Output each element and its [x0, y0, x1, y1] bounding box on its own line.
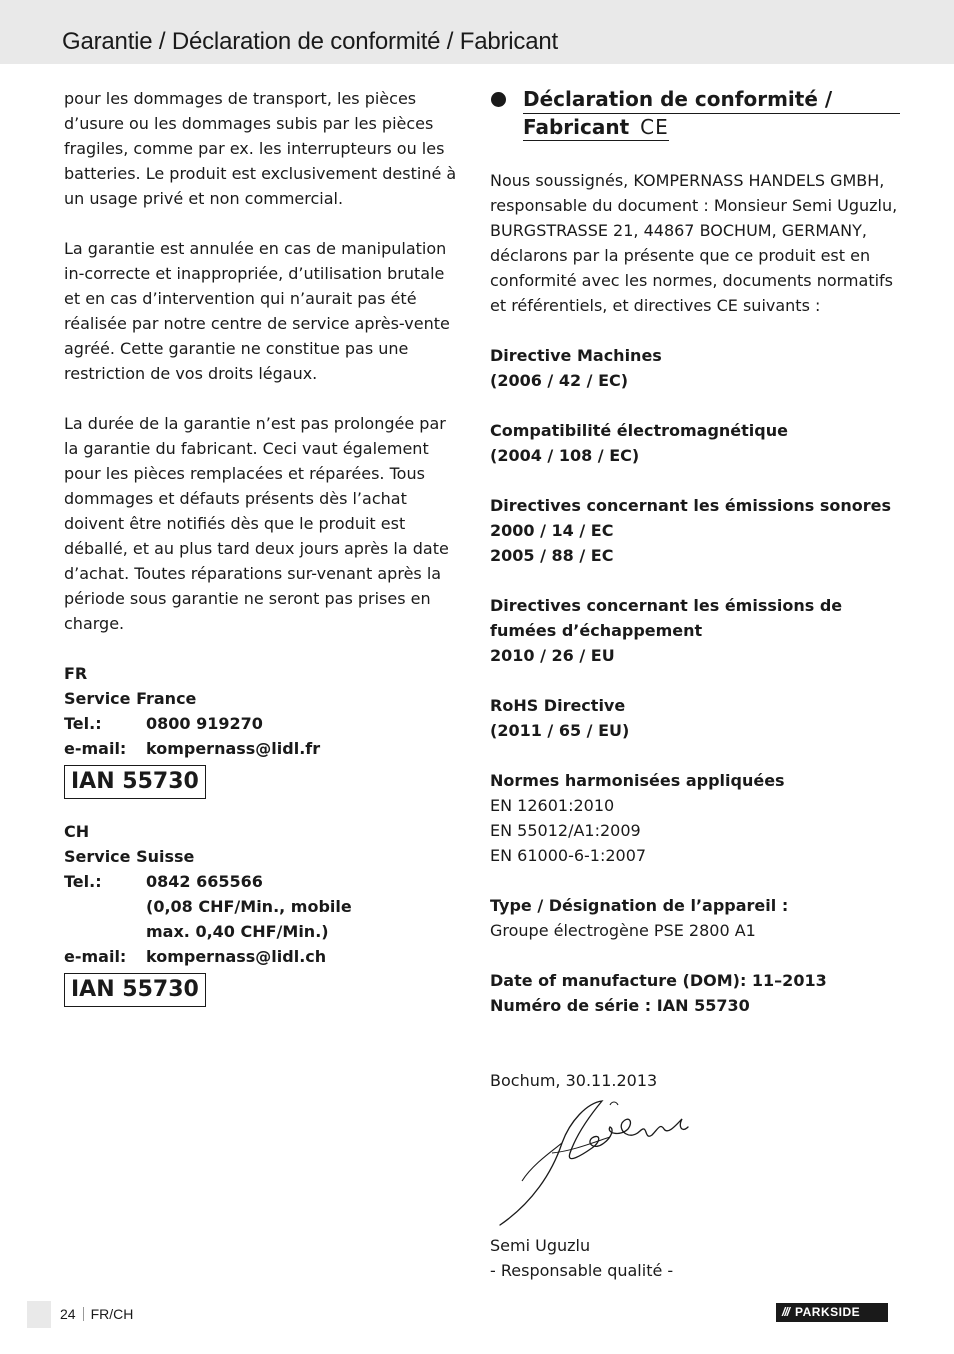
ian-box-fr: IAN 55730: [64, 765, 206, 799]
email-row-ch: [64, 944, 464, 969]
right-column: [490, 86, 900, 1283]
directive-number: 2010 / 26 / EU: [490, 646, 615, 665]
tel-label: Tel.:: [64, 872, 102, 891]
page-number: 24: [60, 1306, 76, 1322]
directive-machines: [490, 343, 900, 393]
directive-title: fumées d’échappement: [490, 621, 703, 640]
footer-page-info: [60, 1305, 133, 1323]
directive-number: (2004 / 108 / EC): [490, 446, 640, 465]
directive-number: (2006 / 42 / EC): [490, 371, 629, 390]
brand-name: PARKSIDE: [795, 1305, 861, 1319]
device-type: [490, 893, 900, 943]
manufacture-info: [490, 968, 900, 1018]
tel-number-ch-value: 0842 665566: [146, 872, 263, 891]
tel-number-ch: [146, 869, 464, 944]
warranty-paragraph-3: La durée de la garantie n’est pas prolongée par la garantie du fabricant. Ceci vaut également pour les pièces remplacées et réparées. Tous dommages et défauts présents dès l’achat doivent être notifiés dès que le produit est déballé, et au plus tard deux jours après la date d’achat. Toutes réparations sur-venant après la période sous garantie ne seront pas prises en charge.: [64, 414, 449, 633]
email-label: e-mail:: [64, 739, 127, 758]
tel-rate-note-1: (0,08 CHF/Min., mobile: [146, 897, 352, 916]
type-title: Type / Désignation de l’appareil :: [490, 896, 789, 915]
norms-title: Normes harmonisées appliquées: [490, 771, 785, 790]
directive-number: 2005 / 88 / EC: [490, 546, 614, 565]
left-column: [64, 86, 464, 1027]
norm-item: EN 61000-6-1:2007: [490, 846, 647, 865]
signer-name: Semi Uguzlu: [490, 1236, 591, 1255]
footer-page-marker: [27, 1301, 51, 1328]
bullet-icon: [491, 92, 506, 107]
directive-title: Directives concernant les émissions sonores: [490, 496, 891, 515]
ce-mark-icon: CE: [640, 115, 669, 139]
section-heading: [490, 86, 900, 140]
directive-title: Directives concernant les émissions de: [490, 596, 843, 615]
heading-line-2: Fabricant: [523, 115, 630, 139]
tel-number-fr: 0800 919270: [146, 714, 263, 733]
warranty-paragraph-1: pour les dommages de transport, les pièces d’usure ou les dommages subis par les pièces fragiles, comme par ex. les interrupteurs ou les batteries. Le produit est exclusivement destiné à un usage privé et non commercial.: [64, 89, 457, 208]
directive-number: 2000 / 14 / EC: [490, 521, 614, 540]
declaration-intro: Nous soussignés, KOMPERNASS HANDELS GMBH, responsable du document : Monsieur Semi Uguzlu, BURGSTRASSE 21, 44867 BOCHUM, GERMANY, déclarons par la présente que ce produit est en conformité avec les normes, documents normatifs et référentiels, et directives CE suivants :: [490, 171, 898, 315]
page-header: [0, 0, 954, 64]
service-france: [64, 661, 464, 819]
directive-title: Directive Machines: [490, 346, 662, 365]
warranty-paragraph-2: La garantie est annulée en cas de manipulation in-correcte et inappropriée, d’utilisation brutale et en cas d’intervention qui n’aurait pas été réalisée par notre centre de service après-vente agréé. Cette garantie ne constitue pas une restriction de vos droits légaux.: [64, 239, 450, 383]
date-of-manufacture: Date of manufacture (DOM): 11–2013: [490, 971, 827, 990]
tel-rate-note-2: max. 0,40 CHF/Min.): [146, 922, 329, 941]
signature-image: [492, 1093, 702, 1233]
email-address-ch: kompernass@lidl.ch: [146, 947, 327, 966]
ian-box-ch: IAN 55730: [64, 973, 206, 1007]
directive-rohs: [490, 693, 900, 743]
type-value: Groupe électrogène PSE 2800 A1: [490, 921, 756, 940]
service-suisse: [64, 819, 464, 1027]
country-code-ch: CH: [64, 822, 90, 841]
harmonized-norms: [490, 768, 900, 868]
service-name-ch: Service Suisse: [64, 847, 195, 866]
tel-row-fr: [64, 711, 464, 736]
page-title: Garantie / Déclaration de conformité / Fabricant: [62, 28, 558, 55]
directive-title: RoHS Directive: [490, 696, 626, 715]
directive-number: (2011 / 65 / EU): [490, 721, 630, 740]
directive-emc: [490, 418, 900, 468]
signer-role: - Responsable qualité -: [490, 1261, 674, 1280]
email-address-fr: kompernass@lidl.fr: [146, 739, 321, 758]
norm-item: EN 55012/A1:2009: [490, 821, 641, 840]
directive-noise: [490, 493, 900, 568]
heading-line-1: Déclaration de conformité /: [523, 86, 900, 114]
footer-divider: [83, 1307, 84, 1321]
parkside-logo: [776, 1303, 888, 1322]
email-label: e-mail:: [64, 947, 127, 966]
country-code-fr: FR: [64, 664, 88, 683]
directive-exhaust: [490, 593, 900, 668]
norm-item: EN 12601:2010: [490, 796, 615, 815]
email-row-fr: [64, 736, 464, 761]
tel-row-ch: [64, 869, 464, 944]
service-name-fr: Service France: [64, 689, 197, 708]
language-code: FR/CH: [90, 1306, 134, 1322]
place-date: Bochum, 30.11.2013: [490, 1071, 658, 1090]
serial-number: Numéro de série : IAN 55730: [490, 996, 750, 1015]
tel-label: Tel.:: [64, 714, 102, 733]
directive-title: Compatibilité électromagnétique: [490, 421, 788, 440]
brand-slashes-icon: ///: [782, 1305, 790, 1319]
